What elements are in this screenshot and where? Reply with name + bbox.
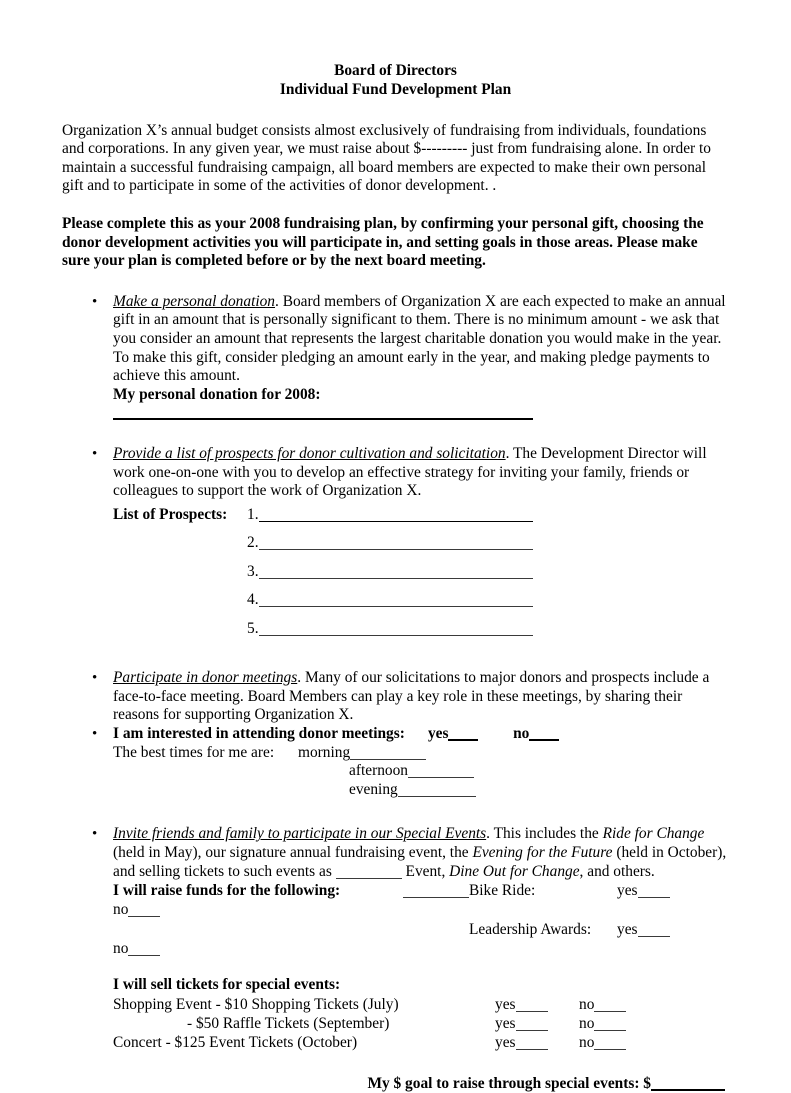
instruction-paragraph: Please complete this as your 2008 fundraising plan, by confirming your personal gift, choosing the donor development activities you will participate in, and setting goals in those areas. Please make sure your plan is completed before or by the next board meeting. [62,215,729,271]
bullet-body-donor-meetings: . Many of our solicitations to major donors and prospects include a face-to-face meeting. Board Members can play a key role in these meetings, by sharing their reasons for supporting Organization X. [113,669,709,723]
ticket-name-raffle-tickets: - $50 Raffle Tickets (September) [113,1014,495,1033]
prospect-row-2 [62,529,729,558]
intro-paragraph: Organization X’s annual budget consists almost exclusively of fundraising from individuals, foundations and corporations. In any given year, we must raise about $--------- just from fundraising alone. In order to maintain a successful fundraising campaign, all board members are expected to make their own personal gift and to participate in some of the activities of donor development. . [62,122,729,196]
fund-option-no-rule-bike-ride[interactable] [128,916,160,917]
ticket-no-label-shopping-event: no [579,996,594,1013]
best-time-row-evening [113,781,729,800]
spacer [62,958,729,975]
donor-meetings-yes-checkbox-rule[interactable] [448,739,478,741]
donor-meetings-yes-label: yes [428,725,449,742]
ticket-name-shopping-event: Shopping Event - $10 Shopping Tickets (July) [113,995,495,1014]
spacer [62,799,729,825]
bullet-heading-personal-donation: Make a personal donation [113,293,275,310]
spacer [62,271,729,293]
prospect-number-1: 1. [247,506,259,523]
donor-meetings-interest-label: I am interested in attending donor meetings: [113,725,405,742]
document-body [62,62,729,1093]
spacer [62,1053,729,1075]
special-events-body-1: . This includes the [486,825,602,842]
special-events-goal-input-rule[interactable] [651,1089,725,1091]
ticket-row-concert [62,1033,729,1052]
donor-meetings-no-checkbox-rule[interactable] [529,739,559,741]
bullet-heading-prospects: Provide a list of prospects for donor cultivation and solicitation [113,445,506,462]
ticket-row-shopping-event [62,995,729,1014]
personal-donation-input-rule[interactable] [113,418,533,420]
raise-funds-row-bike-ride [62,881,729,920]
ticket-no-label-concert: no [579,1034,594,1051]
best-time-label-afternoon: afternoon [349,762,408,779]
best-time-label-evening: evening [349,781,398,798]
best-time-label-morning: morning [298,744,350,761]
ticket-no-label-raffle-tickets: no [579,1015,594,1032]
prospect-number-2: 2. [247,534,259,551]
bullet-special-events [62,825,729,881]
prospect-row-5 [62,615,729,644]
prospect-input-rule-3[interactable] [259,578,533,579]
ticket-yes-rule-concert[interactable] [516,1049,548,1050]
fund-option-no-label-leadership-awards: no [113,940,128,957]
ticket-no-rule-raffle-tickets[interactable] [594,1030,626,1031]
best-times-block [62,744,729,800]
event-name-evening-for-the-future: Evening for the Future [472,844,612,861]
spacer [62,643,729,669]
donor-meetings-no-label: no [513,725,529,742]
best-time-input-rule-morning[interactable] [350,759,426,760]
best-times-lead-label: The best times for me are: [113,744,298,763]
ticket-no-rule-concert[interactable] [594,1049,626,1050]
prospect-input-rule-2[interactable] [259,549,533,550]
spacer [62,100,729,122]
special-events-body-3: (held in October), and selling tickets to such events as [113,844,726,880]
spacer [62,196,729,215]
fund-option-yes-rule-bike-ride[interactable] [638,897,670,898]
personal-donation-field-row [62,386,729,423]
prospect-number-3: 3. [247,563,259,580]
special-events-body-4: Event, [402,863,449,880]
event-name-ride-for-change: Ride for Change [603,825,705,842]
ticket-yes-rule-raffle-tickets[interactable] [516,1030,548,1031]
special-events-body-5: , and others. [580,863,655,880]
ticket-row-raffle-tickets [62,1014,729,1033]
spacer [62,423,729,445]
sell-tickets-label: I will sell tickets for special events: [113,976,340,993]
title-line-1: Board of Directors [62,62,729,81]
bullet-body-prospects: . The Development Director will work one-on-one with you to develop an effective strategy for inviting your family, friends or colleagues to support the work of Organization X. [113,445,707,499]
bullet-body-personal-donation: . Board members of Organization X are each expected to make an annual gift in an amount that is personally significant to them. There is no minimum amount - we ask that you consider an amount that represents the largest charitable donation you would make in the year. To make this gift, consider pledging an amount early in the year, and making pledge payments to achieve this amount. [113,293,726,384]
prospect-number-4: 4. [247,591,259,608]
fund-option-yes-rule-leadership-awards[interactable] [638,936,670,937]
special-events-goal-row [62,1075,729,1093]
event-name-dine-out-for-change: Dine Out for Change [449,863,579,880]
prospect-number-5: 5. [247,620,259,637]
prospect-input-rule-1[interactable] [259,521,533,522]
raise-funds-label: I will raise funds for the following: [113,881,403,900]
bullet-heading-special-events: Invite friends and family to participate in our Special Events [113,825,486,842]
fund-option-label-bike-ride: Bike Ride: [469,881,617,900]
sell-tickets-heading-row [62,975,729,994]
ticket-no-rule-shopping-event[interactable] [594,1011,626,1012]
best-time-input-rule-afternoon[interactable] [408,777,474,778]
title-line-2: Individual Fund Development Plan [62,81,729,100]
best-time-input-rule-evening[interactable] [398,796,476,797]
prospect-row-1 [62,501,729,530]
special-events-goal-label: My $ goal to raise through special events: $ [367,1075,651,1092]
personal-donation-field-label: My personal donation for 2008: [113,386,321,403]
fund-option-no-label-bike-ride: no [113,901,128,918]
prospect-row-4 [62,586,729,615]
bike-ride-prefix-rule[interactable] [403,897,469,898]
raise-funds-label-spacer [113,920,403,939]
prospect-input-rule-4[interactable] [259,606,533,607]
activity-bullet-list [62,293,729,1093]
document-title [62,62,729,100]
special-events-body-2: (held in May), our signature annual fundraising event, the [113,844,472,861]
blank-event-input-rule[interactable] [336,878,402,879]
prospect-row-3 [62,558,729,587]
bullet-heading-donor-meetings: Participate in donor meetings [113,669,297,686]
prospect-input-rule-5[interactable] [259,635,533,636]
fund-option-yes-label-bike-ride: yes [617,882,638,899]
prospects-list-label: List of Prospects: [113,501,247,530]
donor-meetings-interest-row [62,725,729,744]
ticket-yes-label-shopping-event: yes [495,996,516,1013]
ticket-yes-label-concert: yes [495,1034,516,1051]
raise-funds-row-leadership-awards [62,920,729,959]
best-time-row-afternoon [113,762,729,781]
bullet-donor-meetings [62,669,729,725]
bullet-personal-donation [62,293,729,386]
ticket-yes-rule-shopping-event[interactable] [516,1011,548,1012]
bullet-prospects [62,445,729,501]
fund-option-no-rule-leadership-awards[interactable] [128,955,160,956]
leadership-awards-prefix-spacer [403,920,469,939]
ticket-yes-label-raffle-tickets: yes [495,1015,516,1032]
fund-option-label-leadership-awards: Leadership Awards: [469,920,617,939]
ticket-name-concert: Concert - $125 Event Tickets (October) [113,1033,495,1052]
fund-option-yes-label-leadership-awards: yes [617,921,638,938]
best-time-row-morning [113,744,729,763]
